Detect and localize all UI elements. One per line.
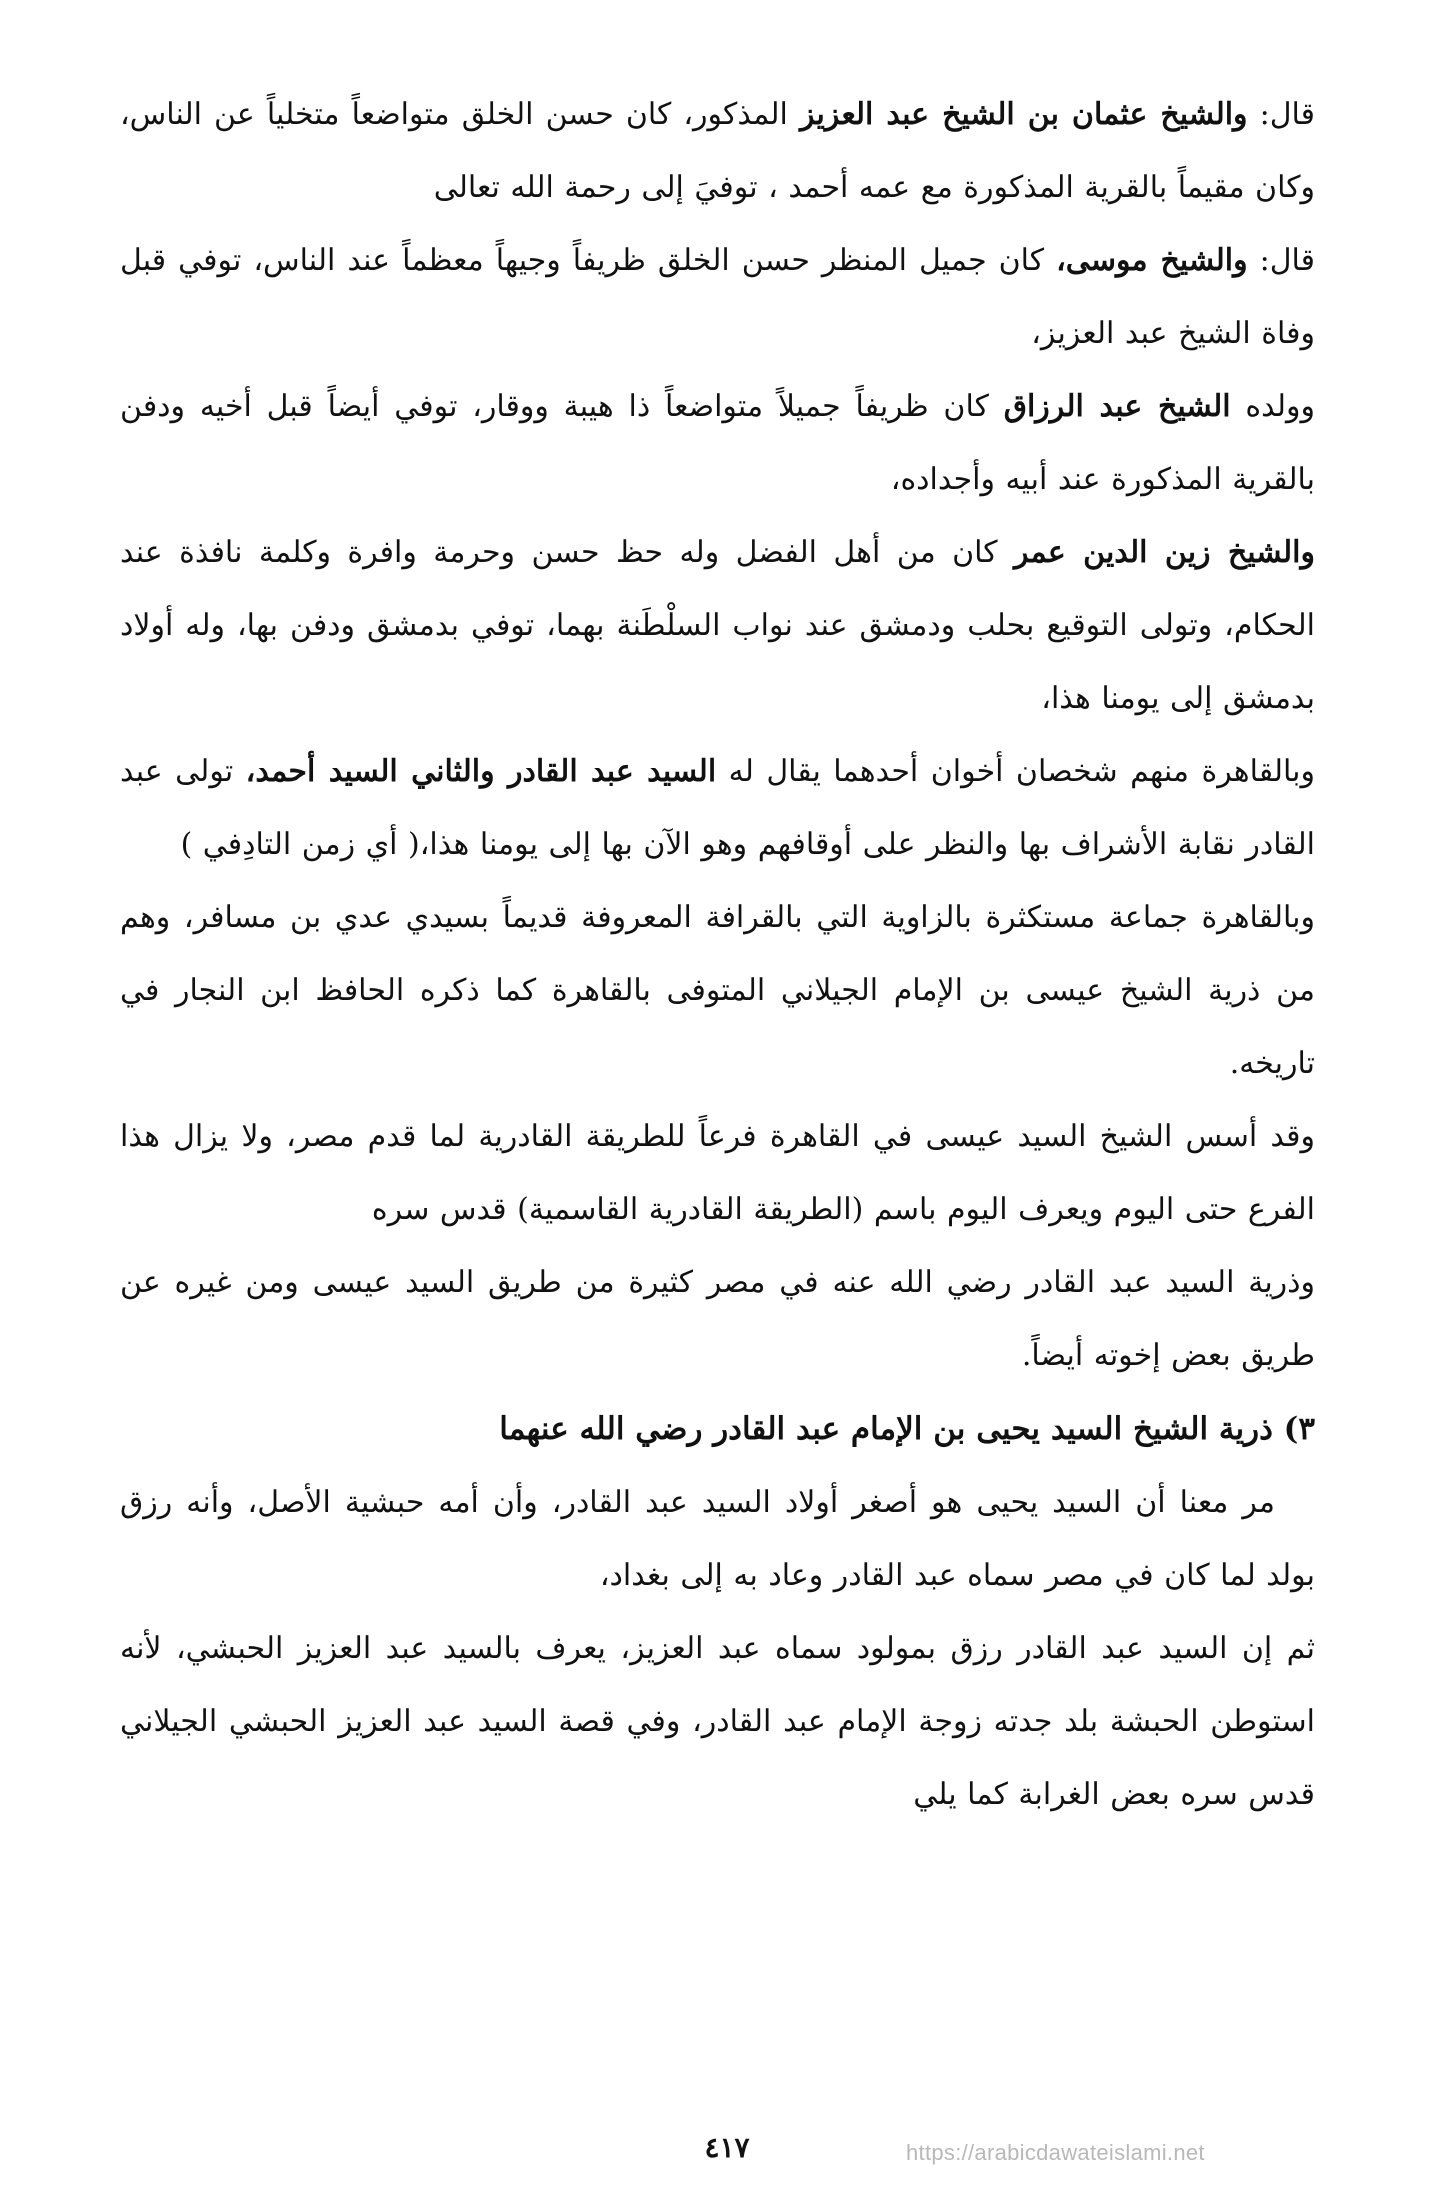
paragraphs-top bbox=[120, 78, 1315, 1392]
section-heading: ٣) ذرية الشيخ السيد يحيى بن الإمام عبد القادر رضي الله عنهما bbox=[499, 1411, 1315, 1447]
paragraph bbox=[120, 516, 1315, 735]
paragraph bbox=[120, 1246, 1315, 1392]
paragraph bbox=[120, 78, 1315, 224]
bold-phrase: الشيخ عبد الرزاق bbox=[1003, 389, 1231, 424]
text-run: مر معنا أن السيد يحيى هو أصغر أولاد السيد عبد القادر، وأن أمه حبشية الأصل، وأنه رزق بولد لما كان في مصر سماه عبد القادر وعاد به إلى بغداد، bbox=[120, 1485, 1315, 1593]
bold-phrase: والشيخ عثمان بن الشيخ عبد العزيز bbox=[799, 97, 1248, 132]
text-run: قال: bbox=[1247, 97, 1316, 132]
page-body bbox=[120, 78, 1315, 1831]
paragraph bbox=[120, 370, 1315, 516]
paragraph bbox=[120, 1612, 1315, 1831]
bold-phrase: السيد عبد القادر والثاني السيد أحمد، bbox=[245, 754, 717, 789]
paragraph bbox=[120, 735, 1315, 881]
text-run: المذكور، كان حسن الخلق متواضعاً متخلياً عن الناس، وكان مقيماً بالقرية المذكورة مع عمه أحمد ، توفيَ إلى رحمة الله تعالى bbox=[120, 97, 1315, 205]
text-run: كان من أهل الفضل وله حظ حسن وحرمة وافرة وكلمة نافذة عند الحكام، وتولى التوقيع بحلب ودمشق عند نواب السلْطَنة بهما، توفي بدمشق ودفن بها، وله أولاد بدمشق إلى يومنا هذا، bbox=[120, 535, 1315, 716]
paragraph bbox=[120, 1100, 1315, 1246]
text-run: كان ظريفاً جميلاً متواضعاً ذا هيبة ووقار، توفي أيضاً قبل أخيه ودفن بالقرية المذكورة عند أبيه وأجداده، bbox=[120, 389, 1315, 497]
page-number: ٤١٧ bbox=[704, 2131, 750, 2164]
text-run: ثم إن السيد عبد القادر رزق بمولود سماه عبد العزيز، يعرف بالسيد عبد العزيز الحبشي، لأنه استوطن الحبشة بلد جدته زوجة الإمام عبد القادر، وفي قصة السيد عبد العزيز الحبشي الجيلاني قدس سره بعض الغرابة كما يلي bbox=[120, 1631, 1315, 1812]
paragraph bbox=[120, 1466, 1315, 1612]
bold-phrase: والشيخ زين الدين عمر bbox=[1013, 535, 1316, 570]
paragraph bbox=[120, 224, 1315, 370]
text-run: قال: bbox=[1247, 243, 1316, 278]
text-run: وقد أسس الشيخ السيد عيسى في القاهرة فرعاً للطريقة القادرية لما قدم مصر، ولا يزال هذا الفرع حتى اليوم ويعرف اليوم باسم (الطريقة القادرية القاسمية) قدس سره bbox=[120, 1119, 1315, 1227]
text-run: وبالقاهرة منهم شخصان أخوان أحدهما يقال له bbox=[716, 754, 1316, 789]
watermark-url: https://arabicdawateislami.net bbox=[906, 2140, 1205, 2165]
bold-phrase: والشيخ موسى، bbox=[1056, 243, 1248, 278]
text-run: وولده bbox=[1230, 389, 1315, 424]
text-run: وذرية السيد عبد القادر رضي الله عنه في مصر كثيرة من طريق السيد عيسى ومن غيره عن طريق بعض إخوته أيضاً. bbox=[120, 1265, 1315, 1373]
text-run: كان جميل المنظر حسن الخلق ظريفاً وجيهاً معظماً عند الناس، توفي قبل وفاة الشيخ عبد العزيز، bbox=[120, 243, 1315, 351]
paragraphs-section bbox=[120, 1466, 1315, 1831]
text-run: تولى عبد القادر نقابة الأشراف بها والنظر على أوقافهم وهو الآن بها إلى يومنا هذا،( أي زمن التادِفي ) bbox=[120, 754, 1315, 862]
text-run: وبالقاهرة جماعة مستكثرة بالزاوية التي بالقرافة المعروفة قديماً بسيدي عدي بن مسافر، وهم من ذرية الشيخ عيسى بن الإمام الجيلاني المتوفى بالقاهرة كما ذكره الحافظ ابن النجار في تاريخه. bbox=[120, 900, 1315, 1081]
paragraph bbox=[120, 881, 1315, 1100]
